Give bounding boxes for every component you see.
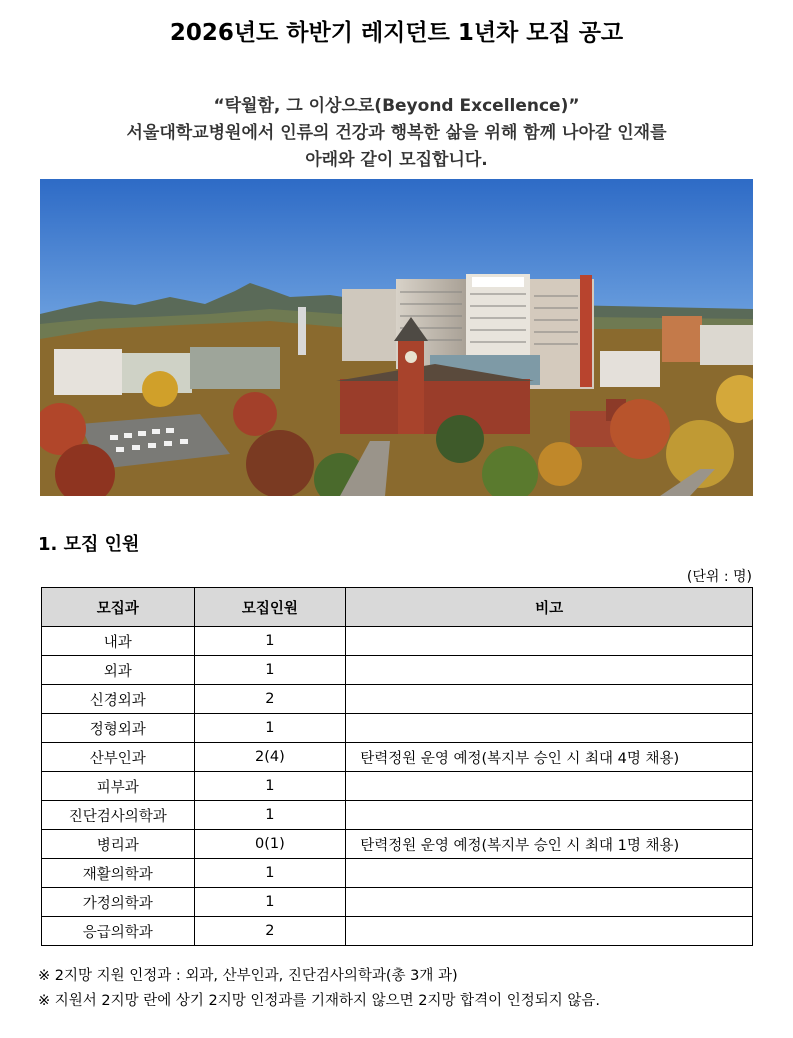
dept-cell: 내과	[42, 627, 195, 656]
table-row	[42, 917, 753, 946]
note-cell	[346, 917, 753, 946]
dept-cell: 병리과	[42, 830, 195, 859]
intro-line: 아래와 같이 모집합니다.	[305, 150, 488, 170]
footnote: ※ 2지망 지원 인정과 : 외과, 산부인과, 진단검사의학과(총 3개 과)	[38, 968, 458, 984]
dept-cell: 응급의학과	[42, 917, 195, 946]
count-cell: 2(4)	[194, 743, 346, 772]
note-cell	[346, 772, 753, 801]
footnote: ※ 지원서 2지망 란에 상기 2지망 인정과를 기재하지 않으면 2지망 합격이 인정되지 않음.	[38, 993, 600, 1009]
dept-cell: 정형외과	[42, 714, 195, 743]
recruitment-table	[41, 587, 753, 946]
table-row	[42, 627, 753, 656]
note-cell	[346, 888, 753, 917]
note-cell	[346, 685, 753, 714]
note-cell	[346, 801, 753, 830]
count-cell: 1	[194, 801, 346, 830]
column-header-count: 모집인원	[194, 588, 346, 627]
table-row	[42, 714, 753, 743]
table-row	[42, 801, 753, 830]
column-header-dept: 모집과	[42, 588, 195, 627]
count-cell: 2	[194, 917, 346, 946]
intro-text	[0, 93, 793, 174]
table-row	[42, 888, 753, 917]
dept-cell: 진단검사의학과	[42, 801, 195, 830]
count-cell: 1	[194, 714, 346, 743]
dept-cell: 피부과	[42, 772, 195, 801]
table-row	[42, 743, 753, 772]
count-cell: 1	[194, 627, 346, 656]
table-row	[42, 656, 753, 685]
note-cell	[346, 714, 753, 743]
page-title: 2026년도 하반기 레지던트 1년차 모집 공고	[169, 20, 624, 46]
table-row	[42, 830, 753, 859]
count-cell: 1	[194, 656, 346, 685]
footnotes	[38, 964, 600, 1014]
table-row	[42, 772, 753, 801]
dept-cell: 외과	[42, 656, 195, 685]
column-header-note: 비고	[346, 588, 753, 627]
count-cell: 1	[194, 859, 346, 888]
intro-line: 서울대학교병원에서 인류의 건강과 행복한 삶을 위해 함께 나아갈 인재를	[126, 123, 667, 143]
section-heading: 1. 모집 인원	[38, 534, 140, 555]
note-cell	[346, 859, 753, 888]
hospital-campus-photo	[40, 179, 753, 496]
count-cell: 1	[194, 772, 346, 801]
note-cell	[346, 627, 753, 656]
dept-cell: 신경외과	[42, 685, 195, 714]
table-row	[42, 685, 753, 714]
note-cell: 탄력정원 운영 예정(복지부 승인 시 최대 4명 채용)	[346, 743, 753, 772]
dept-cell: 산부인과	[42, 743, 195, 772]
unit-label: (단위 : 명)	[686, 569, 752, 585]
table-row	[42, 859, 753, 888]
count-cell: 0(1)	[194, 830, 346, 859]
count-cell: 1	[194, 888, 346, 917]
note-cell: 탄력정원 운영 예정(복지부 승인 시 최대 1명 채용)	[346, 830, 753, 859]
dept-cell: 가정의학과	[42, 888, 195, 917]
note-cell	[346, 656, 753, 685]
dept-cell: 재활의학과	[42, 859, 195, 888]
table-header-row	[42, 588, 753, 627]
count-cell: 2	[194, 685, 346, 714]
slogan: “탁월함, 그 이상으로(Beyond Excellence)”	[213, 96, 580, 116]
